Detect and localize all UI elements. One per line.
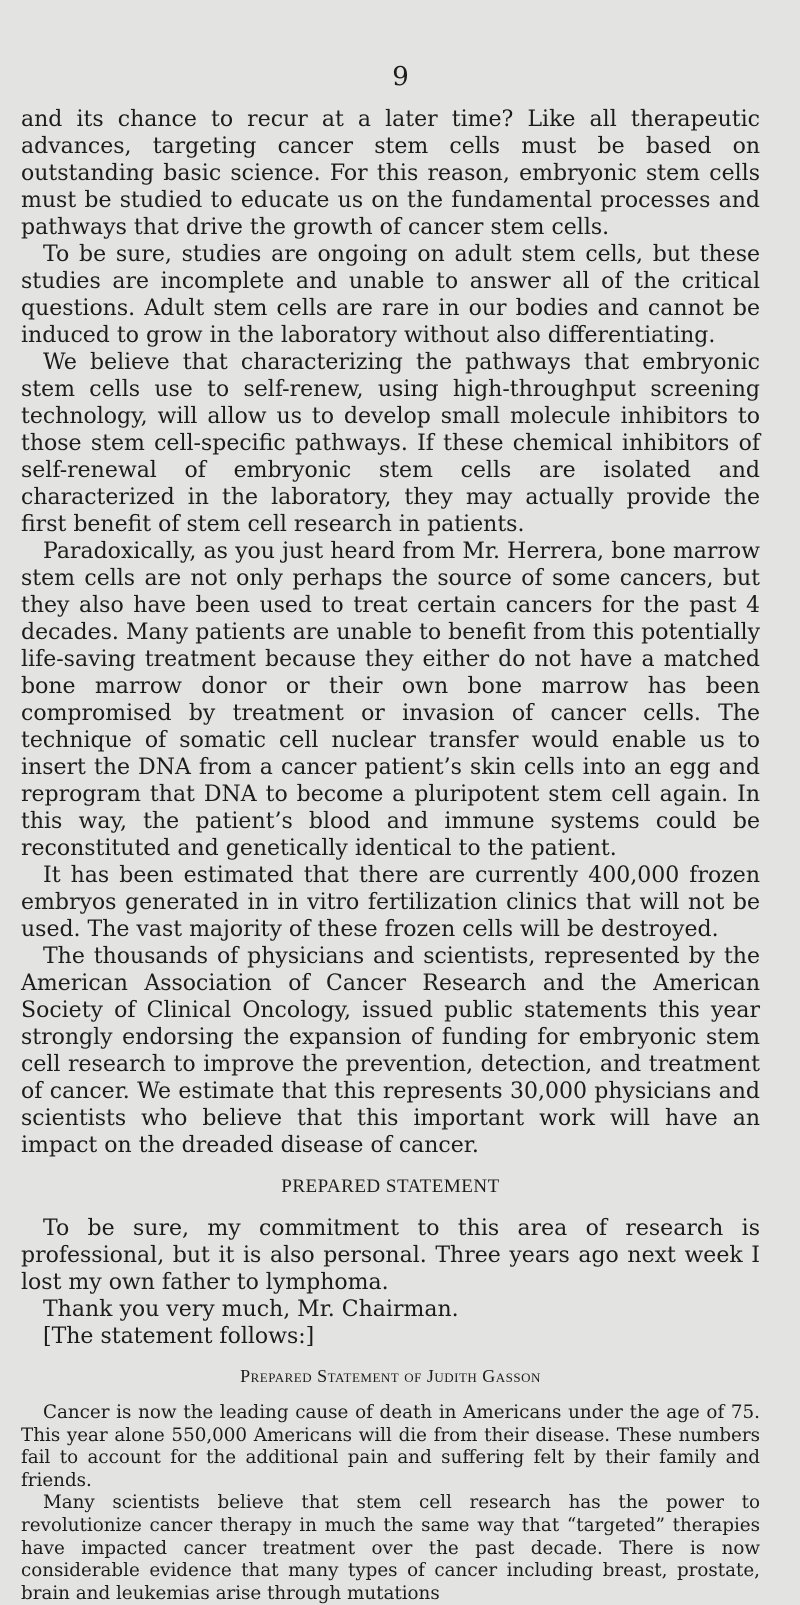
- paragraph: and its chance to recur at a later time? Like all therapeutic advances, targeting cancer stem cells must be based on outstanding basic science. For this reason, embryonic stem cells must be studied to educate us on the fundamental processes and pathways that drive the growth of cancer stem cells.: [21, 107, 760, 240]
- paragraph: The thousands of physicians and scientists, represented by the American Association of Cancer Research and the American Society of Clinical Oncology, issued public statements this year strongly endorsing the expansion of funding for embryonic stem cell research to improve the prevention, detection, and treatment of cancer. We estimate that this represents 30,000 physicians and scientists who believe that this important work will have an impact on the dreaded disease of cancer.: [21, 944, 760, 1158]
- paragraph: We believe that characterizing the pathways that embryonic stem cells use to self-renew, using high-throughput screening technology, will allow us to develop small molecule inhibitors to those stem cell-specific pathways. If these chemical inhibitors of self-renewal of embryonic stem cells are isolated and characterized in the laboratory, they may actually provide the first benefit of stem cell research in patients.: [21, 350, 760, 537]
- paragraph: To be sure, studies are ongoing on adult stem cells, but these studies are incomplete and unable to answer all of the critical questions. Adult stem cells are rare in our bodies and cannot be induced to grow in the laboratory without also differentiating.: [21, 242, 760, 348]
- testimony-body: [21, 106, 760, 1159]
- statement-heading: Prepared Statement of Judith Gasson: [240, 1366, 541, 1386]
- closing-remarks: [21, 1215, 760, 1350]
- section-heading: PREPARED STATEMENT: [281, 1176, 500, 1197]
- paragraph: Cancer is now the leading cause of death in Americans under the age of 75. This year alone 550,000 Americans will die from their disease. These numbers fail to account for the additional pain and suffering felt by their family and friends.: [21, 1402, 760, 1491]
- paragraph: [The statement follows:]: [43, 1324, 315, 1349]
- paragraph: To be sure, my commitment to this area of research is professional, but it is also personal. Three years ago next week I lost my own father to lymphoma.: [21, 1216, 760, 1295]
- paragraph: Paradoxically, as you just heard from Mr. Herrera, bone marrow stem cells are not only perhaps the source of some cancers, but they also have been used to treat certain cancers for the past 4 decades. Many patients are unable to benefit from this potentially life-saving treatment because they either do not have a matched bone marrow donor or their own bone marrow has been compromised by treatment or invasion of cancer cells. The technique of somatic cell nuclear transfer would enable us to insert the DNA from a cancer patient’s skin cells into an egg and reprogram that DNA to become a pluripotent stem cell again. In this way, the patient’s blood and immune systems could be reconstituted and genetically identical to the patient.: [21, 539, 760, 861]
- paragraph: Thank you very much, Mr. Chairman.: [43, 1297, 459, 1322]
- paragraph: It has been estimated that there are currently 400,000 frozen embryos generated in in vitro fertilization clinics that will not be used. The vast majority of these frozen cells will be destroyed.: [21, 863, 760, 942]
- prepared-statement-body: [21, 1402, 760, 1605]
- page-number: 9: [392, 62, 409, 92]
- paragraph: Many scientists believe that stem cell research has the power to revolutionize cancer therapy in much the same way that “targeted” therapies have impacted cancer treatment over the past decade. There is now considerable evidence that many types of cancer including breast, prostate, brain and leukemias arise through mutations: [21, 1492, 760, 1604]
